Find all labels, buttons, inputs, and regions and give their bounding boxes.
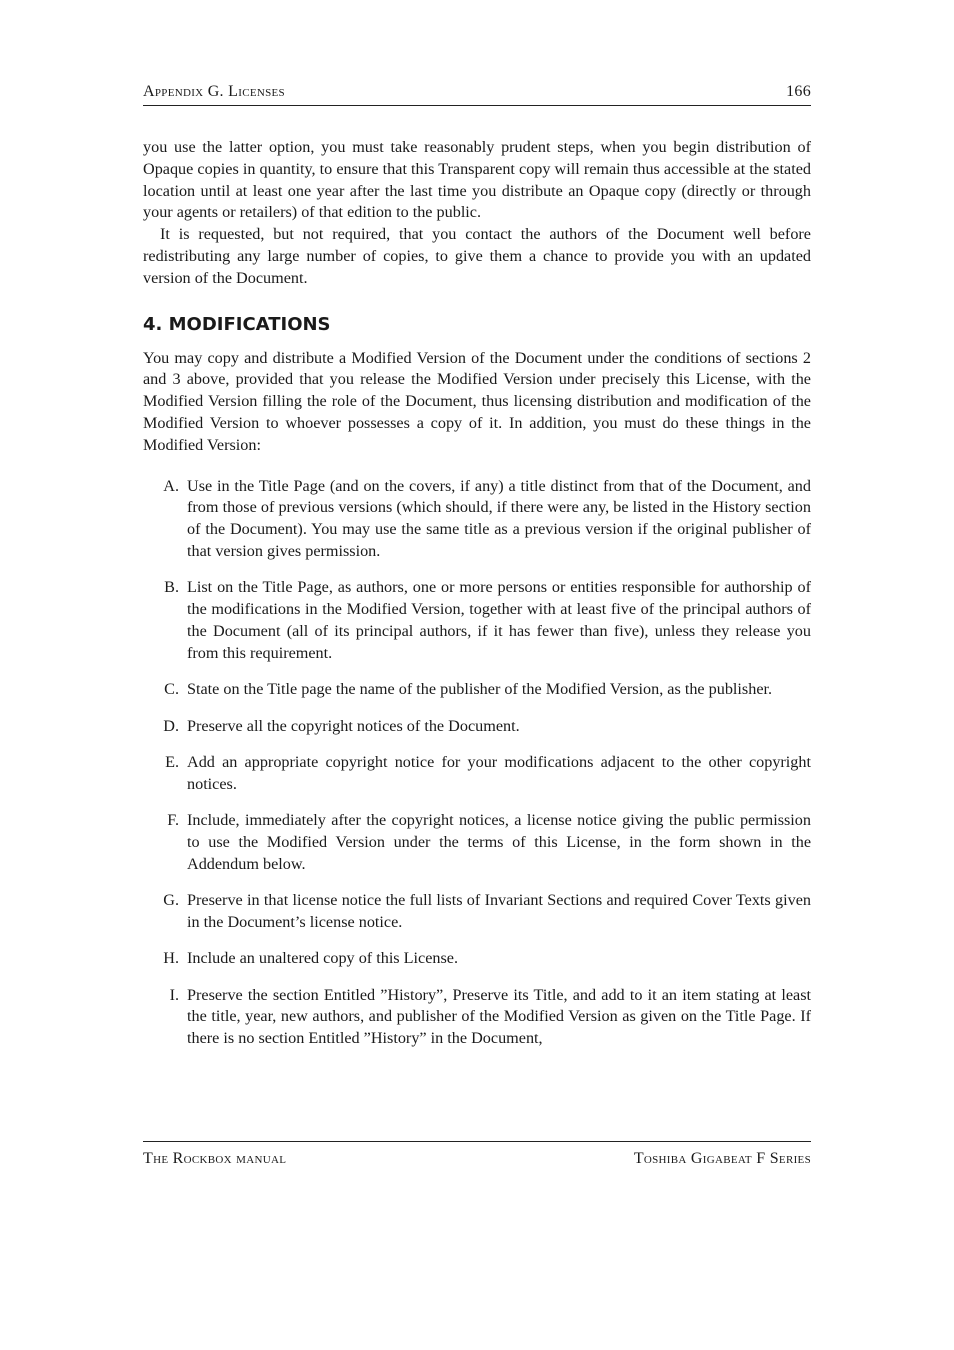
list-item: [143, 810, 811, 875]
list-item: [143, 752, 811, 796]
list-marker: I.: [169, 985, 179, 1004]
list-marker: F.: [167, 811, 179, 830]
body-text: [143, 137, 811, 1065]
list-item-text: List on the Title Page, as authors, one or more persons or entities responsible for authorship of the modifications in the Modified Version, together with at least five of the principal authors of the Document (all of its principal authors, if it has fewer than five), unless they release you from this requirement.: [187, 578, 811, 662]
list-item: [143, 716, 811, 738]
list-item: [143, 577, 811, 664]
list-item-text: Include an unaltered copy of this License.: [187, 949, 459, 968]
list-marker: A.: [163, 476, 179, 495]
footer-manual-title: The Rockbox manual: [143, 1150, 287, 1167]
list-item-text: Preserve the section Entitled ”History”, Preserve its Title, and add to it an item stating at least the title, year, new authors, and publisher of the Modified Version as given on the Title Page. If there is no section Entitled ”History” in the Document,: [187, 985, 811, 1048]
section-intro: You may copy and distribute a Modified Version of the Document under the conditions of sections 2 and 3 above, provided that you release the Modified Version under precisely this License, with the Modified Version filling the role of the Document, thus licensing distribution and modification of the Modified Version to whoever possesses a copy of it. In addition, you must do these things in the Modified Version:: [143, 348, 811, 454]
list-marker: D.: [163, 716, 179, 735]
running-footer: [143, 1141, 811, 1169]
list-item: [143, 476, 811, 563]
document-page: [143, 0, 811, 1350]
paragraph: It is requested, but not required, that you contact the authors of the Document well before redistributing any large number of copies, to give them a chance to provide you with an updated version of the Document.: [143, 225, 811, 287]
chapter-title: Appendix G. Licenses: [143, 83, 285, 100]
list-item: [143, 985, 811, 1050]
list-marker: H.: [163, 949, 179, 968]
list-marker: G.: [163, 891, 179, 910]
list-item: [143, 679, 811, 701]
list-item: [143, 890, 811, 934]
list-item-text: Preserve all the copyright notices of the Document.: [187, 716, 520, 735]
running-header: [143, 82, 811, 106]
modifications-list: [143, 476, 811, 1050]
list-item: [143, 948, 811, 970]
list-item-text: Preserve in that license notice the full lists of Invariant Sections and required Cover Texts given in the Document’s license notice.: [187, 891, 811, 931]
list-marker: B.: [164, 578, 179, 597]
list-item-text: Add an appropriate copyright notice for your modifications adjacent to the other copyright notices.: [187, 752, 811, 793]
list-item-text: Use in the Title Page (and on the covers, if any) a title distinct from that of the Document, and from those of previous versions (which should, if there were any, be listed in the History section of the Document). You may use the same title as a previous version if the original publisher of that version gives permission.: [187, 476, 811, 560]
list-marker: E.: [165, 752, 179, 771]
list-item-text: State on the Title page the name of the publisher of the Modified Version, as the publisher.: [187, 680, 773, 699]
list-marker: C.: [164, 680, 179, 699]
page-number: 166: [786, 83, 811, 100]
footer-device-name: Toshiba Gigabeat F Series: [633, 1150, 811, 1167]
section-heading: 4. MODIFICATIONS: [143, 313, 331, 335]
paragraph: you use the latter option, you must take reasonably prudent steps, when you begin distribution of Opaque copies in quantity, to ensure that this Transparent copy will remain thus accessible at the stated location until at least one year after the last time you distribute an Opaque copy (directly or through your agents or retailers) of that edition to the public.: [143, 138, 811, 222]
list-item-text: Include, immediately after the copyright notices, a license notice giving the public permission to use the Modified Version under the terms of this License, in the form shown in the Addendum below.: [187, 811, 811, 873]
